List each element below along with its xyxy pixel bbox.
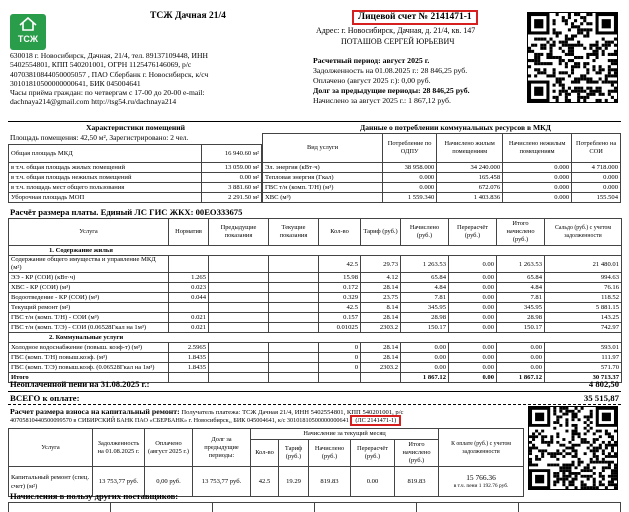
service-name: Водоотведение - КР (СОИ) (м³) — [9, 293, 169, 303]
column-header: Перерасчёт (руб.) — [449, 219, 497, 246]
cell — [269, 343, 319, 353]
cell: 0.000 — [572, 173, 621, 183]
account-number: Лицевой счет № 2141471-1 — [352, 10, 478, 25]
cell: 994.63 — [545, 273, 622, 283]
cell — [209, 343, 269, 353]
cell — [209, 303, 269, 313]
cell: 1 403.836 — [437, 193, 503, 203]
cell: 0.044 — [169, 293, 209, 303]
cell: 76.16 — [545, 283, 622, 293]
qr-code-capital — [528, 406, 618, 490]
cell: 672.076 — [437, 183, 503, 193]
premises-title: Характеристики помещений — [86, 123, 185, 132]
column-header: Итого начислено (руб.) — [497, 219, 545, 246]
cell: 0.021 — [169, 323, 209, 333]
table-row — [9, 353, 622, 363]
cell — [209, 273, 269, 283]
table-row — [9, 343, 622, 353]
cell: 1 559.340 — [383, 193, 437, 203]
cell: 0.000 — [383, 173, 437, 183]
section-row — [9, 246, 622, 256]
table-header-row — [9, 429, 524, 440]
table-row — [9, 163, 262, 173]
table-row — [9, 323, 622, 333]
premises-value: 13 059.00 м² — [201, 163, 261, 173]
cell: 345.95 — [401, 303, 449, 313]
premises-label: Уборочная площадь МОП — [9, 193, 202, 203]
column-header: Вид услуги — [263, 134, 383, 163]
cell: 0.00 — [401, 353, 449, 363]
cell: 13 753,77 руб. — [193, 467, 251, 497]
column-header: Итого начислено (руб.) — [395, 440, 439, 467]
table-header-row — [263, 134, 621, 163]
cell: 28.14 — [361, 283, 401, 293]
cell: 0 — [319, 343, 361, 353]
table-row — [9, 283, 622, 293]
cell: 0.000 — [503, 183, 572, 193]
column-header: Начислено нежилым помещениям — [503, 134, 572, 163]
qr-pattern — [528, 13, 617, 102]
cell: 0.01025 — [319, 323, 361, 333]
charged-line: Начислено за август 2025 г.: 1 867,12 руб. — [313, 96, 451, 105]
logo — [10, 14, 46, 50]
service-name: ГВС т/н (комп. Т/Э) - СОИ (0.06528Гкал на 1м³) — [9, 323, 169, 333]
divider — [8, 121, 621, 122]
column-header: Услуга — [9, 219, 169, 246]
column-header: Предыдущие показания — [209, 219, 269, 246]
consumption-title: Данные о потреблении коммунальных ресурсов в МКД — [360, 123, 551, 132]
cell — [269, 323, 319, 333]
cell — [269, 283, 319, 293]
cell: 28.98 — [401, 313, 449, 323]
table-row — [263, 173, 621, 183]
cell: 0.000 — [572, 183, 621, 193]
cell: 42.5 — [319, 256, 361, 273]
cell — [269, 293, 319, 303]
cell — [269, 353, 319, 363]
capital-to-pay: 15 766.36 — [466, 472, 496, 482]
table-row — [263, 183, 621, 193]
cell: 7.81 — [401, 293, 449, 303]
capital-recipient: Получатель платежа: ТСЖ Дачная 21/4, ИНН 5402554801, КПП 540201001, р/с — [181, 409, 404, 416]
cell: Капитальный ремонт (спец. счет) (м²) — [9, 467, 93, 497]
area-line: Площадь помещения: 42,50 м², Зарегистрировано: 2 чел. — [10, 133, 189, 142]
cell: 819.83 — [395, 467, 439, 497]
cell: 155.504 — [572, 193, 621, 203]
capital-bank-line — [10, 417, 401, 424]
section-label: 2. Коммунальные услуги — [9, 333, 622, 343]
other-suppliers-title: Начисления в пользу других поставщиков: — [10, 491, 179, 501]
table-row — [263, 163, 621, 173]
table-row — [263, 193, 621, 203]
table-row — [9, 363, 622, 373]
column-header: Долг за предыдущие периоды: — [193, 429, 251, 467]
cell: 0.00 — [497, 343, 545, 353]
cell — [169, 256, 209, 273]
cell: 0.00 — [497, 353, 545, 363]
cell — [269, 363, 319, 373]
cell: 4 718.000 — [572, 163, 621, 173]
cell: 0.00 — [449, 273, 497, 283]
service-name: Текущий ремонт (м²) — [9, 303, 169, 313]
column-header: Потреблено на СОИ — [572, 134, 621, 163]
total-sum: 1 867.12 — [497, 373, 545, 383]
org-info-line: 5402554801, КПП 540201001, ОГРН 1125476146069, р/с — [10, 60, 192, 70]
column-header: Кол-во — [319, 219, 361, 246]
org-info-line: 630018 г. Новосибирск, Дачная, 21/4, тел. 89137109448, ИНН — [10, 51, 208, 60]
penalty-label: Неоплаченной пени на 31.08.2025 г.: — [10, 379, 150, 389]
cell: Эл. энергия (кВт·ч) — [263, 163, 383, 173]
cell: 0.00 — [449, 323, 497, 333]
table-row — [9, 183, 262, 193]
debt-line: Задолженность на 01.08.2025 г.: 28 846,25 руб. — [313, 66, 468, 75]
cell: 23.75 — [361, 293, 401, 303]
cell: 0.00 — [449, 303, 497, 313]
cell: 4.84 — [497, 283, 545, 293]
table-row — [9, 293, 622, 303]
cell: 29.73 — [361, 256, 401, 273]
cell: 42.5 — [319, 303, 361, 313]
column-header: Задолженность на 01.08.2025 г. — [93, 429, 145, 467]
cell — [269, 273, 319, 283]
cell — [9, 503, 111, 512]
cell: ХВС (м³) — [263, 193, 383, 203]
service-name: Содержание общего имущества и управление МКД (м²) — [9, 256, 169, 273]
premises-label: в т.ч. площадь мест общего пользования — [9, 183, 202, 193]
capital-table — [8, 428, 524, 497]
cell — [315, 503, 417, 512]
cell: 742.97 — [545, 323, 622, 333]
premises-table — [8, 144, 262, 203]
cell: 5 881.15 — [545, 303, 622, 313]
cell: 28.14 — [361, 353, 401, 363]
service-name: ГВС (комп. Т/Н) повыш.коэф. (м³) — [9, 353, 169, 363]
cell: 150.17 — [497, 323, 545, 333]
cell — [209, 363, 269, 373]
table-row — [9, 313, 622, 323]
cell — [209, 283, 269, 293]
table-row — [9, 193, 262, 203]
cell: 571.70 — [545, 363, 622, 373]
premises-value: 16 940.60 м² — [201, 145, 261, 163]
cell — [213, 503, 315, 512]
other-suppliers-table — [8, 502, 621, 512]
cell: 143.25 — [545, 313, 622, 323]
grand-total-value: 35 515,87 — [583, 393, 619, 403]
cell: ГВС т/н (комп. Т/Н) (м³) — [263, 183, 383, 193]
cell — [209, 373, 269, 383]
cell: 8.14 — [361, 303, 401, 313]
org-info — [10, 51, 300, 107]
cell: 0.00 — [351, 467, 395, 497]
org-title: ТСЖ Дачная 21/4 — [150, 11, 226, 21]
table-header-row — [9, 503, 621, 512]
cell: 0.023 — [169, 283, 209, 293]
capital-bank: 40705810440500099570 в СИБИРСКИЙ БАНК ПАО «СБЕРБАНК» г. Новосибирск,, БИК 045004641, к/с 30101810500000000641 — [10, 417, 349, 424]
cell — [417, 503, 519, 512]
table-row — [9, 145, 262, 163]
cell — [361, 373, 401, 383]
qr-pattern — [529, 407, 617, 489]
cell — [269, 313, 319, 323]
column-header: Кол-во — [251, 440, 279, 467]
cell: 0.00 — [449, 293, 497, 303]
cell: 0.00 — [449, 343, 497, 353]
capital-title: Расчет размера взноса на капитальный ремонт: — [10, 407, 180, 416]
premises-value: 0.00 м² — [201, 173, 261, 183]
cell: 19.29 — [279, 467, 309, 497]
service-name: ГВС (комп. Т/Э) повыш.коэф. (0.06528Гкал на 1м³) — [9, 363, 169, 373]
cell: 150.17 — [401, 323, 449, 333]
service-name: ГВС т/н (комп. Т/Н) - СОИ (м³) — [9, 313, 169, 323]
column-header: Потребление по ОДПУ — [383, 134, 437, 163]
cell: 0.00 — [449, 256, 497, 273]
cell — [209, 313, 269, 323]
cell: 0.00 — [449, 353, 497, 363]
cell: 21 480.01 — [545, 256, 622, 273]
total-recalc: 0.00 — [449, 373, 497, 383]
column-header: Тариф (руб.) — [361, 219, 401, 246]
consumption-table — [262, 133, 621, 203]
section-row — [9, 333, 622, 343]
cell — [269, 373, 319, 383]
cell: 0 — [319, 363, 361, 373]
cell: 42.5 — [251, 467, 279, 497]
cell — [439, 467, 524, 497]
column-header: Начислено (руб.) — [309, 440, 351, 467]
org-info-line: 30101810500000000641, БИК 045004641 — [10, 78, 141, 88]
premises-value: 2 291.50 м² — [201, 193, 261, 203]
cell — [169, 373, 209, 383]
cell — [209, 256, 269, 273]
cell: 15.98 — [319, 273, 361, 283]
column-header: Тариф (руб.) — [279, 440, 309, 467]
cell: 1 263.53 — [497, 256, 545, 273]
cell: 0.000 — [383, 183, 437, 193]
table-row — [9, 256, 622, 273]
cell: 0.00 — [401, 343, 449, 353]
qr-code-main — [527, 12, 618, 103]
column-group-header: Начисление за текущий месяц — [251, 429, 439, 440]
cell: 819.83 — [309, 467, 351, 497]
cell: 111.97 — [545, 353, 622, 363]
paid-line: Оплачено (август 2025 г.): 0,00 руб. — [313, 76, 431, 85]
total-label: Итого — [9, 373, 169, 383]
column-header: К оплате (руб.) с учетом задолженности — [439, 429, 524, 467]
cell — [209, 323, 269, 333]
cell: Тепловая энергия (Гкал) — [263, 173, 383, 183]
column-header: Услуга — [9, 429, 93, 467]
service-name: ХВС - КР (СОИ) (м³) — [9, 283, 169, 293]
premises-value: 3 881.60 м² — [201, 183, 261, 193]
total-saldo: 30 713.37 — [545, 373, 622, 383]
logo-text: ТСЖ — [17, 34, 39, 44]
cell: 0.00 — [497, 363, 545, 373]
cell: 13 753,77 руб. — [93, 467, 145, 497]
cell: 0.172 — [319, 283, 361, 293]
cell: 0.157 — [319, 313, 361, 323]
capital-pay-note: в т.ч. пени 1 192.76 руб. — [453, 482, 509, 489]
table-row — [9, 303, 622, 313]
capital-account: (ЛС 2141471-1) — [350, 415, 401, 426]
period: Расчетный период: август 2025 г. — [313, 56, 430, 65]
address: Адрес: г. Новосибирск, Дачная, д. 21/4, кв. 147 — [316, 26, 476, 35]
cell: 65.84 — [401, 273, 449, 283]
org-info-line: Часы приёма граждан: по четвергам с 17-00 до 20-00 e-mail: — [10, 88, 205, 98]
column-header: Перерасчёт (руб.) — [351, 440, 395, 467]
table-header-row — [9, 219, 622, 246]
cell: 0.000 — [503, 163, 572, 173]
cell: 0.00 — [401, 363, 449, 373]
prev-debt: Долг за предыдущие периоды: 28 846,25 руб. — [313, 86, 470, 95]
org-info-line: 40703810844050005057 , ПАО Сбербанк г. Новосибирск, к/сч — [10, 69, 209, 79]
cell: 0.00 — [449, 363, 497, 373]
total-charged: 1 867.12 — [401, 373, 449, 383]
cell: 28.14 — [361, 343, 401, 353]
cell: 1.265 — [169, 273, 209, 283]
section-label: 1. Содержание жилья — [9, 246, 622, 256]
cell: 2.5965 — [169, 343, 209, 353]
cell: 0.021 — [169, 313, 209, 323]
table-row — [9, 273, 622, 283]
cell: 0.00 — [449, 283, 497, 293]
cell: 65.84 — [497, 273, 545, 283]
cell — [519, 503, 621, 512]
column-header: Оплачено (август 2025 г.) — [145, 429, 193, 467]
cell: 0,00 руб. — [145, 467, 193, 497]
premises-label: в т.ч. общая площадь жилых помещений — [9, 163, 202, 173]
cell: 1.8435 — [169, 363, 209, 373]
column-header: Начислено жилым помещениям — [437, 134, 503, 163]
cell: 28.14 — [361, 313, 401, 323]
service-name: ЭЭ - КР (СОИ) (кВт·ч) — [9, 273, 169, 283]
payment-table — [8, 218, 622, 383]
cell: 345.95 — [497, 303, 545, 313]
cell: 118.52 — [545, 293, 622, 303]
capital-header — [10, 407, 403, 416]
cell: 593.01 — [545, 343, 622, 353]
cell: 1.8435 — [169, 353, 209, 363]
cell: 2303.2 — [361, 323, 401, 333]
cell: 165.458 — [437, 173, 503, 183]
cell: 0.000 — [503, 173, 572, 183]
cell: 7.81 — [497, 293, 545, 303]
table-row — [9, 173, 262, 183]
column-header: Начислено (руб.) — [401, 219, 449, 246]
cell: 1 263.53 — [401, 256, 449, 273]
cell — [269, 303, 319, 313]
premises-label: Общая площадь МКД — [9, 145, 202, 163]
billing-summary — [313, 56, 470, 106]
cell — [169, 303, 209, 313]
column-header: Норматив — [169, 219, 209, 246]
cell: 4.84 — [401, 283, 449, 293]
cell — [319, 373, 361, 383]
divider — [8, 391, 621, 392]
cell: 34 240.000 — [437, 163, 503, 173]
cell — [269, 256, 319, 273]
penalty-value: 4 802,50 — [588, 379, 619, 389]
cell — [209, 293, 269, 303]
payment-title: Расчёт размера платы. Единый ЛС ГИС ЖКХ: 00ЕО333675 — [10, 207, 243, 217]
cell — [209, 353, 269, 363]
cell: 28.98 — [497, 313, 545, 323]
cell: 0.000 — [503, 193, 572, 203]
cell — [111, 503, 213, 512]
org-info-line: dachnaya214@gmail.com http://tsg54.ru/dachnaya214 — [10, 97, 177, 107]
cell: 2303.2 — [361, 363, 401, 373]
service-name: Холодное водоснабжение (повыш. коэф-т) (м³) — [9, 343, 169, 353]
premises-label: в т.ч. общая площадь нежилых помещений — [9, 173, 202, 183]
column-header: Текущие показания — [269, 219, 319, 246]
cell: 0 — [319, 353, 361, 363]
cell: 0.00 — [449, 313, 497, 323]
divider — [8, 404, 621, 405]
cell: 38 958.000 — [383, 163, 437, 173]
grand-total-label: ВСЕГО к оплате: — [10, 393, 80, 403]
owner-name: ПОТАШОВ СЕРГЕЙ ЮРЬЕВИЧ — [341, 37, 455, 46]
column-header: Сальдо (руб.) с учетом задолженности — [545, 219, 622, 246]
cell: 0.329 — [319, 293, 361, 303]
cell: 4.12 — [361, 273, 401, 283]
house-icon — [19, 17, 37, 31]
